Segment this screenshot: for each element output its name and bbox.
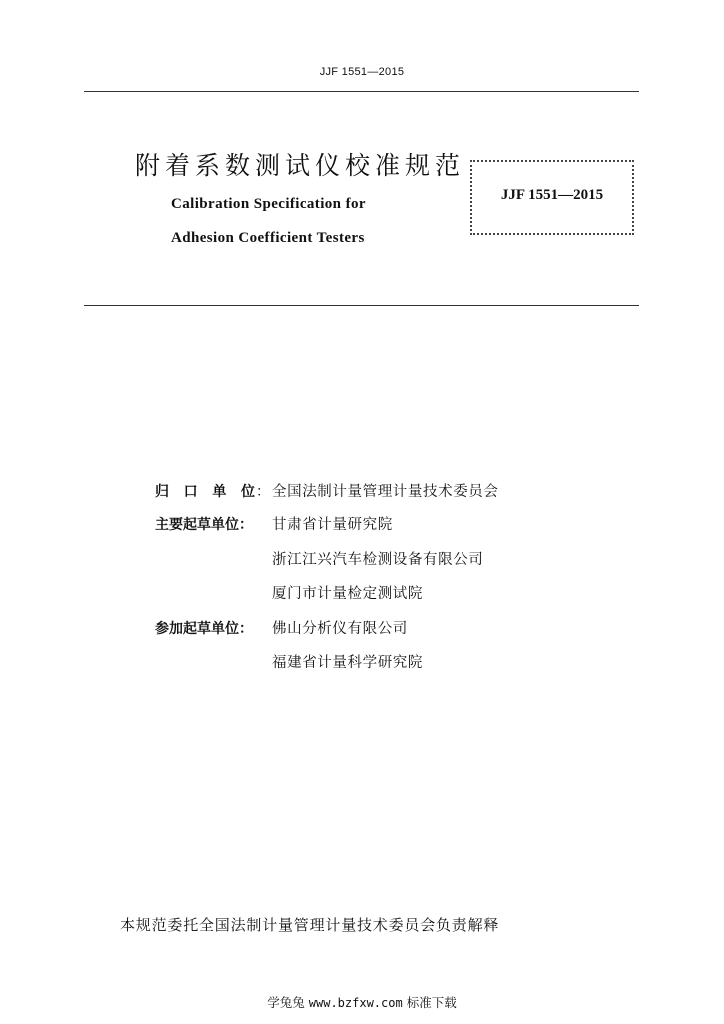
guikou-label-colon: ：: [256, 484, 270, 500]
guikou-unit-value: 全国法制计量管理计量技术委员会: [272, 484, 499, 500]
guikou-label-char: 归: [155, 484, 169, 500]
title-chinese: 附着系数测试仪校准规范: [135, 151, 466, 180]
guikou-label-char: 口: [183, 484, 198, 500]
watermark: [0, 993, 724, 1011]
guikou-unit-label: [155, 481, 255, 501]
standard-code-box: [470, 160, 634, 235]
main-drafting-unit: 甘肃省计量研究院: [272, 517, 393, 533]
watermark-suffix: 标准下载: [406, 995, 457, 1010]
guikou-label-char: 单: [212, 484, 227, 500]
main-drafting-unit: 厦门市计量检定测试院: [272, 586, 423, 602]
standard-code-box-text: JJF 1551—2015: [500, 187, 604, 203]
header-standard-code: JJF 1551—2015: [319, 66, 405, 78]
participating-drafting-label: 参加起草单位：: [155, 621, 253, 637]
watermark-url: www.bzfxw.com: [308, 996, 403, 1010]
main-drafting-label: 主要起草单位：: [155, 517, 253, 533]
guikou-label-char: 位: [240, 484, 255, 500]
participating-drafting-unit: 福建省计量科学研究院: [272, 655, 423, 671]
interpretation-note: 本规范委托全国法制计量管理计量技术委员会负责解释: [120, 916, 500, 934]
title-english-line2: Adhesion Coefficient Testers: [171, 230, 365, 246]
main-drafting-unit: 浙江江兴汽车检测设备有限公司: [272, 552, 484, 568]
header-divider: [84, 91, 639, 92]
title-divider: [84, 305, 639, 306]
watermark-site: 学兔兔: [267, 995, 305, 1010]
participating-drafting-unit: 佛山分析仪有限公司: [272, 621, 408, 637]
title-english-line1: Calibration Specification for: [171, 196, 366, 212]
